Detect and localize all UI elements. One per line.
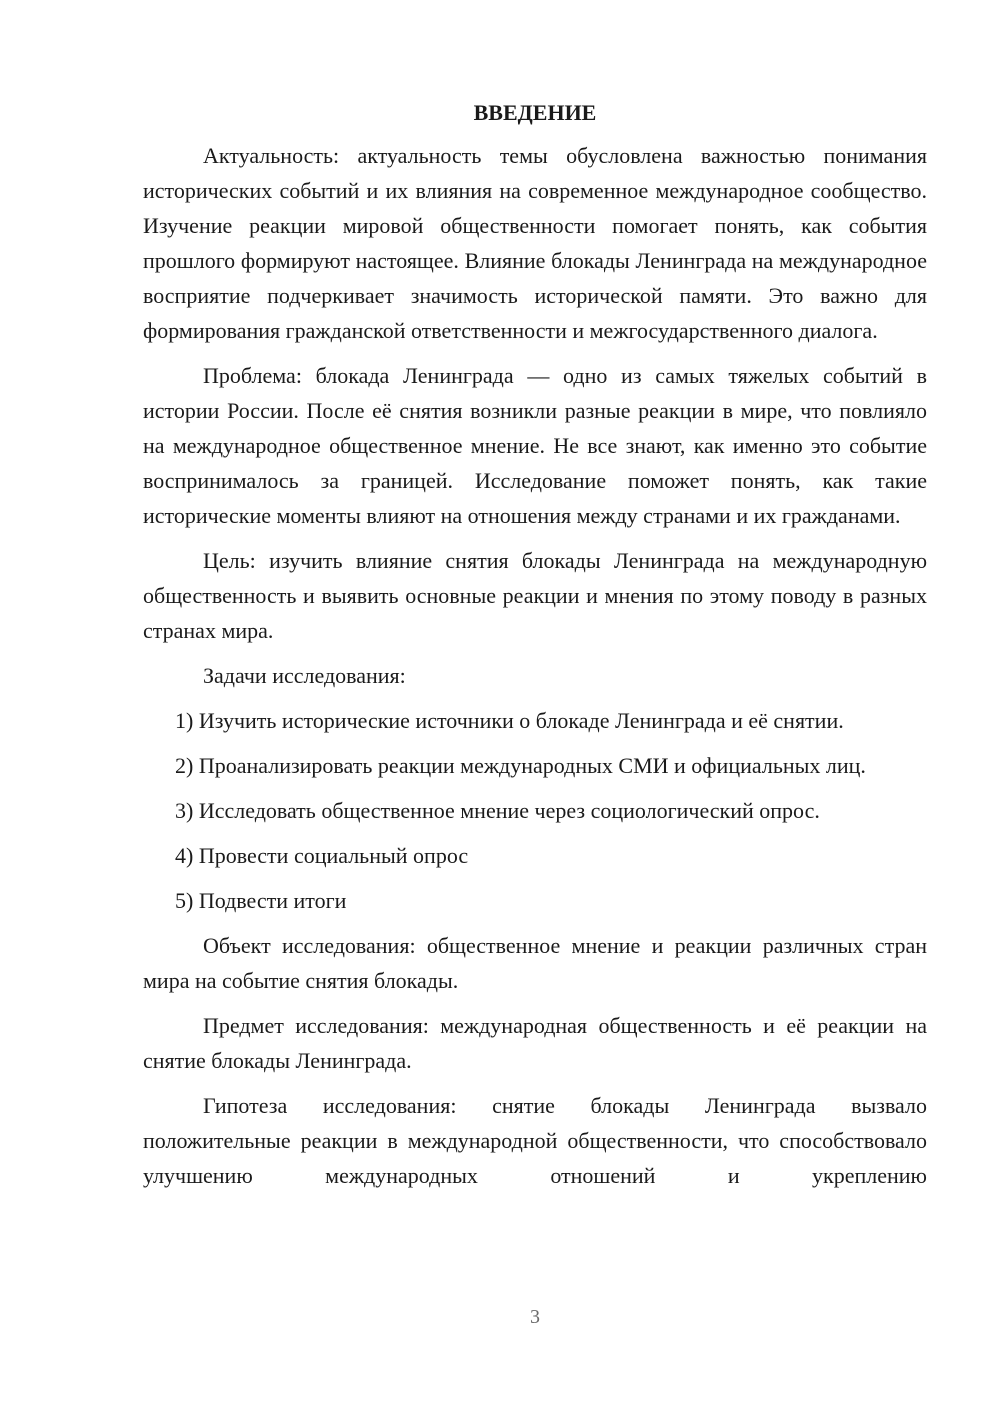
section-title: ВВЕДЕНИЕ: [473, 100, 597, 125]
paragraph-tasks-heading: Задачи исследования:: [203, 663, 406, 688]
paragraph-goal: Цель: изучить влияние снятия блокады Ленинграда на международную общественность и выявить основные реакции и мнения по этому поводу в разных странах мира.: [143, 548, 927, 643]
paragraph-problem: Проблема: блокада Ленинграда — одно из самых тяжелых событий в истории России. После её снятия возникли разные реакции в мире, что повлияло на международное общественное мнение. Не все знают, как именно это событие воспринималось за границей. Исследование поможет понять, как такие исторические моменты влияют на отношения между странами и их гражданами.: [143, 363, 927, 528]
task-item-3: 3) Исследовать общественное мнение через социологический опрос.: [175, 798, 820, 823]
page-number: 3: [530, 1306, 540, 1328]
task-item-1: 1) Изучить исторические источники о блокаде Ленинграда и её снятии.: [175, 708, 844, 733]
task-item-4: 4) Провести социальный опрос: [175, 843, 469, 868]
paragraph-object: Объект исследования: общественное мнение и реакции различных стран мира на событие снятия блокады.: [143, 933, 927, 993]
page-content: [143, 95, 927, 1203]
task-item-2: 2) Проанализировать реакции международных СМИ и официальных лиц.: [175, 753, 866, 778]
task-item-5: 5) Подвести итоги: [175, 888, 347, 913]
paragraph-subject: Предмет исследования: международная общественность и её реакции на снятие блокады Ленинграда.: [143, 1013, 927, 1073]
paragraph-hypothesis: Гипотеза исследования: снятие блокады Ленинграда вызвало положительные реакции в международной общественности, что способствовало улучшению международных отношений и укреплению: [143, 1093, 927, 1188]
paragraph-relevance: Актуальность: актуальность темы обусловлена важностью понимания исторических событий и их влияния на современное международное сообщество. Изучение реакции мировой общественности помогает понять, как события прошлого формируют настоящее. Влияние блокады Ленинграда на международное восприятие подчеркивает значимость исторической памяти. Это важно для формирования гражданской ответственности и межгосударственного диалога.: [143, 143, 927, 343]
